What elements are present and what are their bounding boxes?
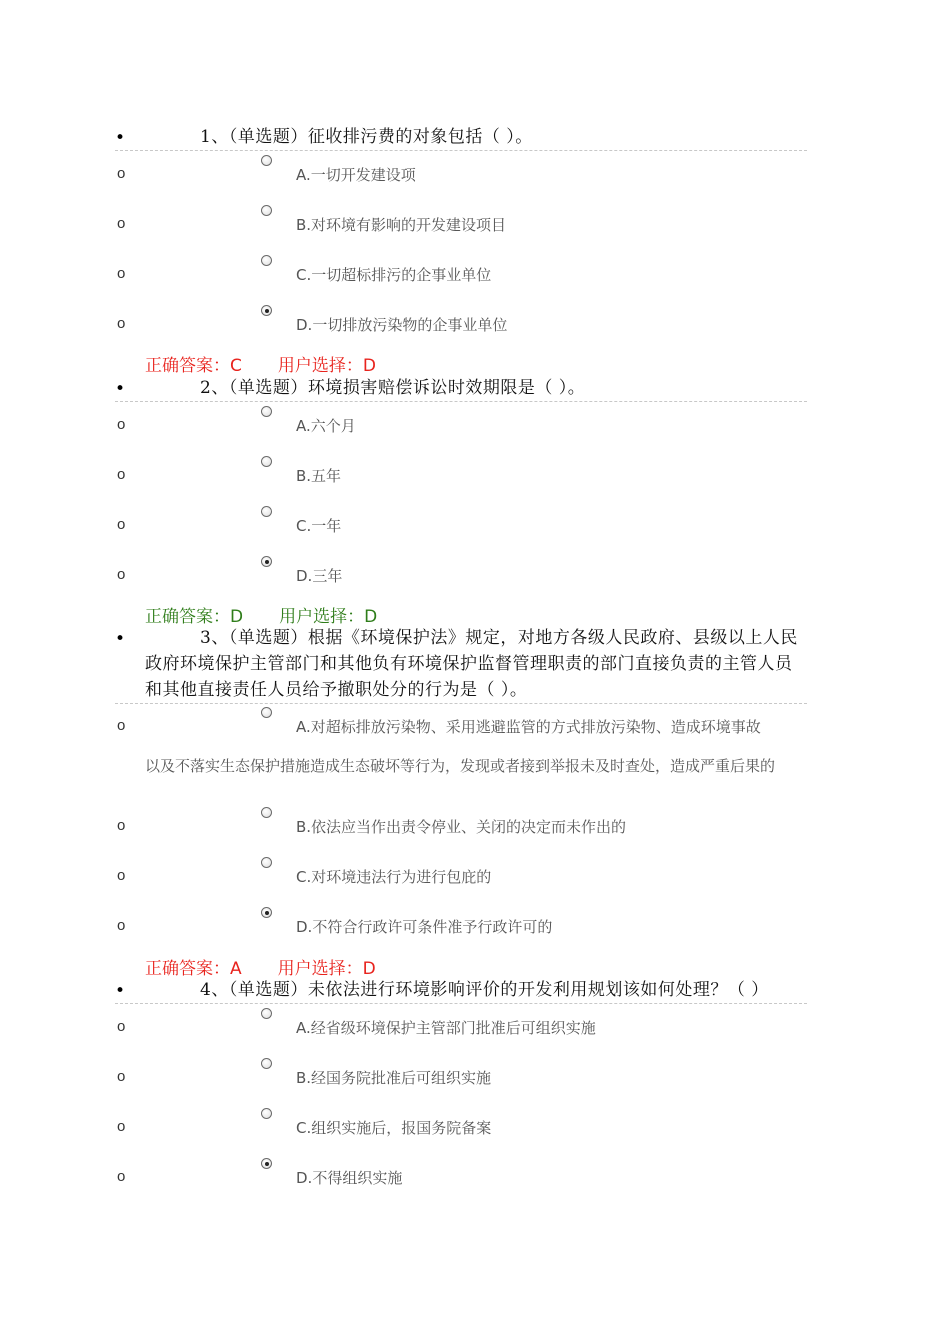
- option-label: C.组织实施后，报国务院备案: [296, 1119, 492, 1137]
- user-choice: 用户选择：D: [277, 959, 376, 979]
- option-b[interactable]: [115, 1058, 807, 1088]
- radio-button[interactable]: [261, 205, 272, 216]
- question-4: [115, 977, 807, 1004]
- bullet-marker: •: [115, 981, 126, 1001]
- bullet-marker: •: [115, 629, 126, 649]
- option-b[interactable]: [115, 205, 807, 235]
- bullet-marker: •: [115, 128, 126, 148]
- option-b[interactable]: [115, 807, 807, 837]
- list-marker: o: [117, 1118, 126, 1135]
- correct-answer: 正确答案：C: [145, 356, 242, 376]
- list-marker: o: [117, 1018, 126, 1035]
- answer-result: [145, 351, 376, 376]
- list-marker: o: [117, 566, 126, 583]
- option-d[interactable]: [115, 907, 807, 937]
- radio-button-checked[interactable]: [261, 907, 272, 918]
- radio-button-checked[interactable]: [261, 556, 272, 567]
- question-title: 2、（单选题）环境损害赔偿诉讼时效期限是（ ）。: [200, 378, 586, 398]
- option-label: C.一切超标排污的企事业单位: [296, 266, 492, 284]
- option-d[interactable]: [115, 305, 807, 335]
- option-label: B.经国务院批准后可组织实施: [296, 1069, 492, 1087]
- list-marker: o: [117, 315, 126, 332]
- list-marker: o: [117, 717, 126, 734]
- list-marker: o: [117, 265, 126, 282]
- option-label: C.一年: [296, 517, 342, 535]
- radio-button[interactable]: [261, 857, 272, 868]
- option-label: D.不符合行政许可条件准予行政许可的: [296, 918, 553, 936]
- list-marker: o: [117, 867, 126, 884]
- list-marker: o: [117, 215, 126, 232]
- question-title: 3、（单选题）根据《环境保护法》规定，对地方各级人民政府、县级以上人民政府环境保护主管部门和其他负有环境保护监督管理职责的部门直接负责的主管人员和其他直接责任人员给予撤职处分的行为是（ ）。: [145, 628, 798, 700]
- option-d[interactable]: [115, 556, 807, 586]
- option-a[interactable]: [115, 406, 807, 436]
- option-c[interactable]: [115, 1108, 807, 1138]
- option-label: D.不得组织实施: [296, 1169, 403, 1187]
- option-label: D.一切排放污染物的企事业单位: [296, 316, 508, 334]
- answer-result: [145, 954, 376, 979]
- option-b[interactable]: [115, 456, 807, 486]
- list-marker: o: [117, 165, 126, 182]
- radio-button[interactable]: [261, 1058, 272, 1069]
- option-d[interactable]: [115, 1158, 807, 1188]
- option-label: B.对环境有影响的开发建设项目: [296, 216, 507, 234]
- option-label: A.一切开发建设项: [296, 166, 416, 184]
- option-label: B.依法应当作出责令停业、关闭的决定而未作出的: [296, 818, 627, 836]
- radio-button[interactable]: [261, 456, 272, 467]
- bullet-marker: •: [115, 379, 126, 399]
- option-label: C.对环境违法行为进行包庇的: [296, 868, 492, 886]
- question-3: [115, 625, 807, 704]
- radio-button[interactable]: [261, 506, 272, 517]
- radio-button[interactable]: [261, 807, 272, 818]
- list-marker: o: [117, 516, 126, 533]
- option-label: A.对超标排放污染物、采用逃避监管的方式排放污染物、造成环境事故: [296, 718, 761, 736]
- option-a[interactable]: [115, 155, 807, 185]
- radio-button[interactable]: [261, 255, 272, 266]
- radio-button[interactable]: [261, 155, 272, 166]
- correct-answer: 正确答案：A: [145, 959, 242, 979]
- question-title: 4、（单选题）未依法进行环境影响评价的开发利用规划该如何处理？（ ）: [200, 980, 769, 1000]
- question-1: [115, 124, 807, 151]
- user-choice: 用户选择：D: [279, 607, 378, 627]
- option-label: A.六个月: [296, 417, 356, 435]
- option-label: D.三年: [296, 567, 343, 585]
- radio-button-checked[interactable]: [261, 1158, 272, 1169]
- radio-button-checked[interactable]: [261, 305, 272, 316]
- option-c[interactable]: [115, 506, 807, 536]
- user-choice: 用户选择：D: [277, 356, 376, 376]
- option-label: A.经省级环境保护主管部门批准后可组织实施: [296, 1019, 596, 1037]
- list-marker: o: [117, 1168, 126, 1185]
- option-a[interactable]: [115, 1008, 807, 1038]
- radio-button[interactable]: [261, 406, 272, 417]
- radio-button[interactable]: [261, 707, 272, 718]
- option-c[interactable]: [115, 255, 807, 285]
- answer-result: [145, 602, 377, 627]
- list-marker: o: [117, 817, 126, 834]
- list-marker: o: [117, 1068, 126, 1085]
- option-a[interactable]: [115, 707, 807, 737]
- correct-answer: 正确答案：D: [145, 607, 244, 627]
- list-marker: o: [117, 466, 126, 483]
- question-2: [115, 375, 807, 402]
- question-title: 1、（单选题）征收排污费的对象包括（ ）。: [200, 127, 533, 147]
- option-label: B.五年: [296, 467, 342, 485]
- list-marker: o: [117, 917, 126, 934]
- list-marker: o: [117, 416, 126, 433]
- option-c[interactable]: [115, 857, 807, 887]
- radio-button[interactable]: [261, 1008, 272, 1019]
- option-a-continuation: 以及不落实生态保护措施造成生态破坏等行为，发现或者接到举报未及时查处，造成严重后果的: [145, 757, 776, 775]
- radio-button[interactable]: [261, 1108, 272, 1119]
